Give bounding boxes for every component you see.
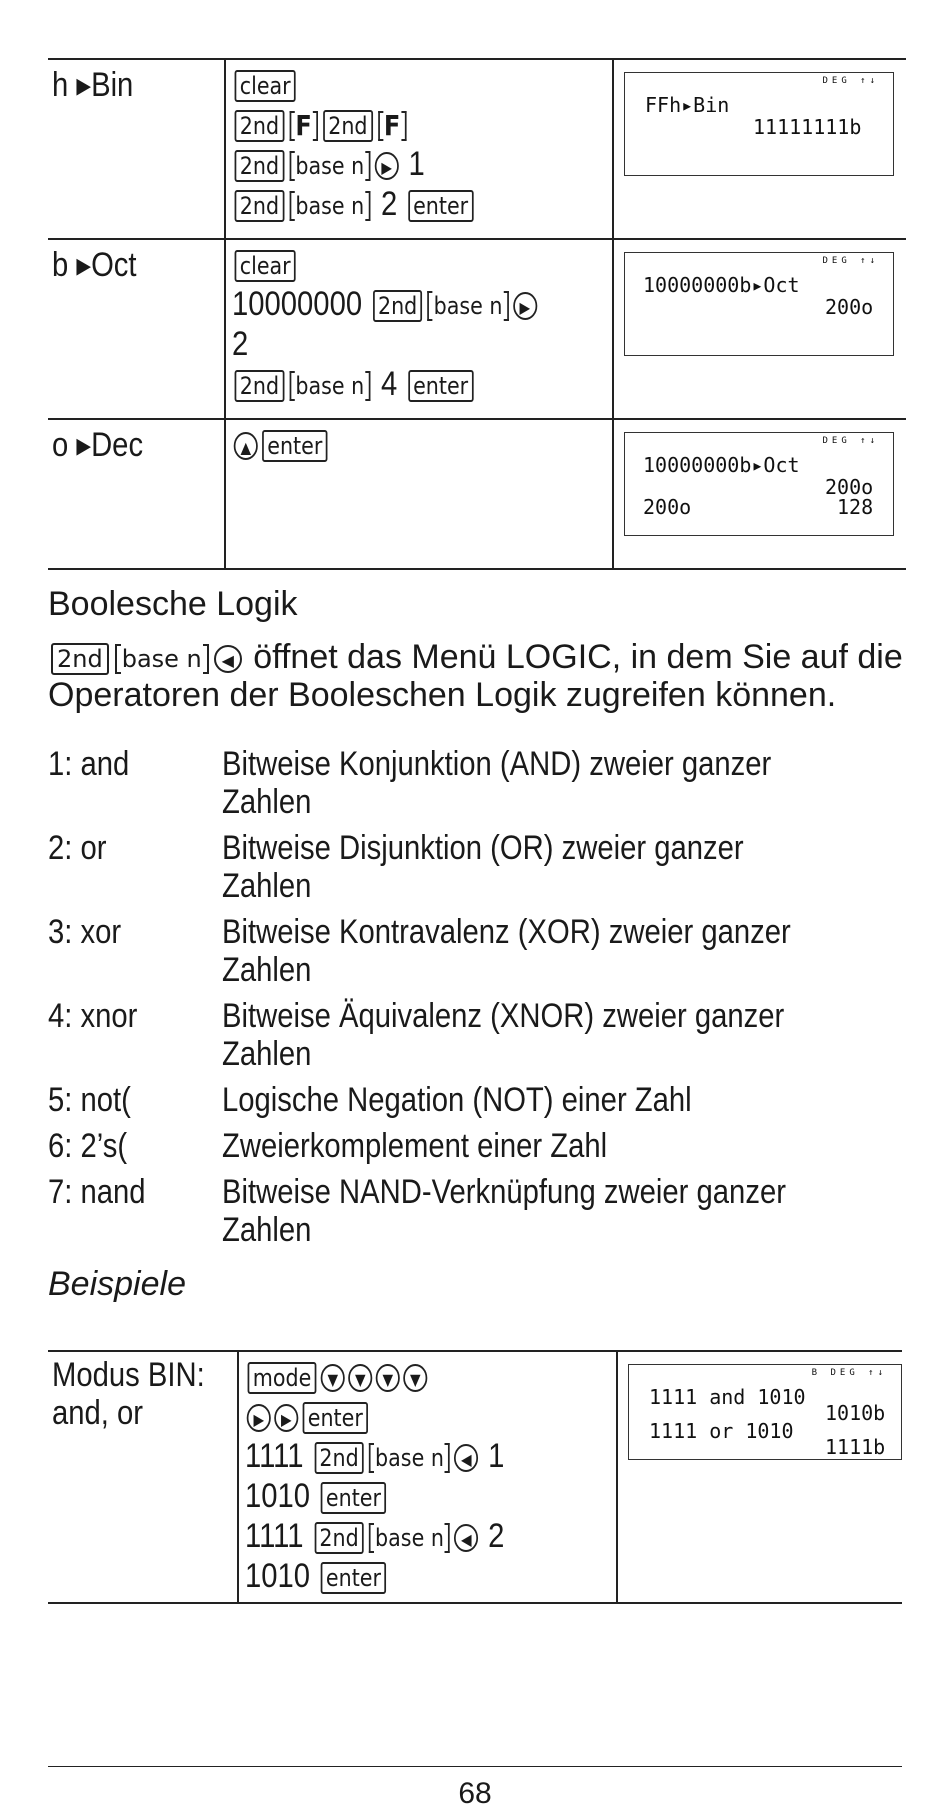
key-2nd: 2nd (235, 190, 285, 222)
screen-line: 11111111b (753, 115, 862, 139)
arrow-left-icon: ◀ (455, 1444, 479, 1472)
screen-line: 1111b (825, 1435, 886, 1459)
key-enter: enter (408, 190, 473, 222)
key-text: 10000000 (232, 285, 371, 323)
screen-line: 1010b (825, 1401, 886, 1425)
key-2nd: 2nd (315, 1522, 365, 1554)
key-sequence-line (232, 364, 612, 404)
key-base-n: base n (289, 151, 370, 181)
key-base-n: base n (289, 371, 370, 401)
calculator-screen (624, 432, 894, 536)
arrow-right-icon: ▶ (513, 292, 537, 320)
key-base-n: base n (289, 191, 370, 221)
logic-item (48, 829, 918, 905)
key-sequence-line (245, 1356, 616, 1396)
logic-item-key: 2: or (48, 829, 107, 867)
key-text: 1 (400, 145, 425, 183)
logic-item-key: 4: xnor (48, 997, 138, 1035)
screen-line: 128 (837, 495, 874, 519)
logic-item-desc: Bitweise NAND-Verknüpfung zweier ganzer Zahlen (222, 1173, 786, 1249)
key-sequence-line (245, 1556, 616, 1596)
conversion-row (48, 239, 906, 419)
key-enter: enter (262, 430, 327, 462)
screen-indicator: DEG ↑↓ (822, 436, 879, 446)
key-text: 1111 (245, 1517, 313, 1555)
conversion-table (48, 58, 906, 570)
key-F: F (289, 111, 318, 141)
screen-line: 200o (825, 295, 874, 319)
logic-item-key: 1: and (48, 745, 130, 783)
screen-indicator: DEG ↑↓ (822, 76, 879, 86)
key-base-n: base n (115, 644, 209, 674)
logic-item-key: 5: not( (48, 1081, 131, 1119)
key-text: 2 (480, 1517, 505, 1555)
logic-item (48, 1173, 918, 1249)
calculator-screen (624, 252, 894, 356)
logic-item (48, 1081, 918, 1119)
examples-title: Beispiele (48, 1265, 186, 1303)
screen-line: 200o (825, 475, 874, 499)
key-base-n: base n (428, 291, 509, 321)
conversion-row (48, 419, 906, 569)
key-2nd: 2nd (51, 643, 109, 675)
arrow-down-icon: ▼ (404, 1364, 428, 1392)
example-row (48, 1351, 902, 1603)
logic-intro (48, 638, 908, 714)
screen-line: FFh▸Bin (645, 93, 730, 117)
logic-item-key: 7: nand (48, 1173, 146, 1211)
arrow-right-icon: ▶ (375, 152, 399, 180)
screen-line: 10000000b▸Oct (643, 453, 800, 477)
key-text: 2 (372, 185, 406, 223)
logic-item-desc: Bitweise Äquivalenz (XNOR) zweier ganzer Zahlen (222, 997, 785, 1073)
logic-item (48, 745, 918, 821)
key-2nd: 2nd (235, 370, 285, 402)
key-clear: clear (235, 250, 296, 282)
key-sequence-line (245, 1396, 616, 1436)
arrow-down-icon: ▼ (321, 1364, 345, 1392)
logic-item-desc: Bitweise Disjunktion (OR) zweier ganzer Zahlen (222, 829, 744, 905)
screen-indicator: DEG ↑↓ (822, 256, 879, 266)
key-sequence-line (232, 324, 612, 364)
logic-menu-list (48, 745, 918, 1257)
key-enter: enter (408, 370, 473, 402)
screen-indicator: B DEG ↑↓ (811, 1368, 887, 1378)
conversion-label: b ▸Oct (52, 246, 137, 284)
logic-item-key: 6: 2’s( (48, 1127, 128, 1165)
section-title: Boolesche Logik (48, 585, 298, 623)
conversion-label: o ▸Dec (52, 426, 144, 464)
arrow-right-icon: ▶ (275, 1404, 299, 1432)
key-sequence-line (232, 104, 612, 144)
key-sequence-line (245, 1476, 616, 1516)
footer-rule (48, 1766, 902, 1767)
key-sequence-line (245, 1436, 616, 1476)
logic-item-desc: Zweierkomplement einer Zahl (222, 1127, 608, 1165)
key-sequence-line (245, 1516, 616, 1556)
page-number: 68 (458, 1777, 492, 1810)
arrow-down-icon: ▼ (376, 1364, 400, 1392)
calculator-screen (628, 1364, 902, 1460)
key-2nd: 2nd (323, 110, 373, 142)
key-clear: clear (235, 70, 296, 102)
screen-line: 10000000b▸Oct (643, 273, 800, 297)
arrow-right-icon: ▶ (247, 1404, 271, 1432)
screen-line: 1111 and 1010 (649, 1385, 806, 1409)
key-F: F (378, 111, 407, 141)
screen-line: 200o (643, 495, 692, 519)
example-label: and, or (52, 1394, 144, 1432)
key-text: 2 (232, 325, 249, 363)
key-text: 1010 (245, 1477, 319, 1515)
intro-key-sequence (48, 638, 253, 676)
key-enter: enter (303, 1402, 368, 1434)
key-sequence-line (232, 424, 612, 464)
logic-item-key: 3: xor (48, 913, 122, 951)
conversion-row (48, 59, 906, 239)
logic-item (48, 913, 918, 989)
logic-item-desc: Bitweise Kontravalenz (XOR) zweier ganzer Zahlen (222, 913, 791, 989)
key-2nd: 2nd (315, 1442, 365, 1474)
key-text: 1010 (245, 1557, 319, 1595)
example-table (48, 1350, 902, 1604)
key-mode: mode (248, 1362, 317, 1394)
conversion-label: h ▸Bin (52, 66, 134, 104)
arrow-down-icon: ▼ (349, 1364, 373, 1392)
screen-line: 1111 or 1010 (649, 1419, 794, 1443)
logic-item-desc: Logische Negation (NOT) einer Zahl (222, 1081, 692, 1119)
logic-item-desc: Bitweise Konjunktion (AND) zweier ganzer Zahlen (222, 745, 772, 821)
arrow-left-icon: ◀ (214, 645, 242, 673)
key-enter: enter (321, 1482, 386, 1514)
arrow-up-icon: ▲ (234, 432, 258, 460)
key-enter: enter (321, 1562, 386, 1594)
key-sequence-line (232, 244, 612, 284)
intro-text: öffnet das Menü LOGIC, in dem Sie auf die Operatoren der Booleschen Logik zugreifen können. (48, 638, 903, 714)
key-text: 1111 (245, 1437, 313, 1475)
key-text: 1 (480, 1437, 505, 1475)
key-sequence-line (232, 144, 612, 184)
key-2nd: 2nd (235, 110, 285, 142)
key-base-n: base n (369, 1523, 450, 1553)
example-label: Modus BIN: (52, 1356, 205, 1394)
logic-item (48, 1127, 918, 1165)
key-sequence-line (232, 284, 612, 324)
key-base-n: base n (369, 1443, 450, 1473)
key-2nd: 2nd (235, 150, 285, 182)
logic-item (48, 997, 918, 1073)
key-text: 4 (372, 365, 406, 403)
calculator-screen (624, 72, 894, 176)
key-sequence-line (232, 64, 612, 104)
arrow-left-icon: ◀ (455, 1524, 479, 1552)
key-2nd: 2nd (373, 290, 423, 322)
key-sequence-line (232, 184, 612, 224)
